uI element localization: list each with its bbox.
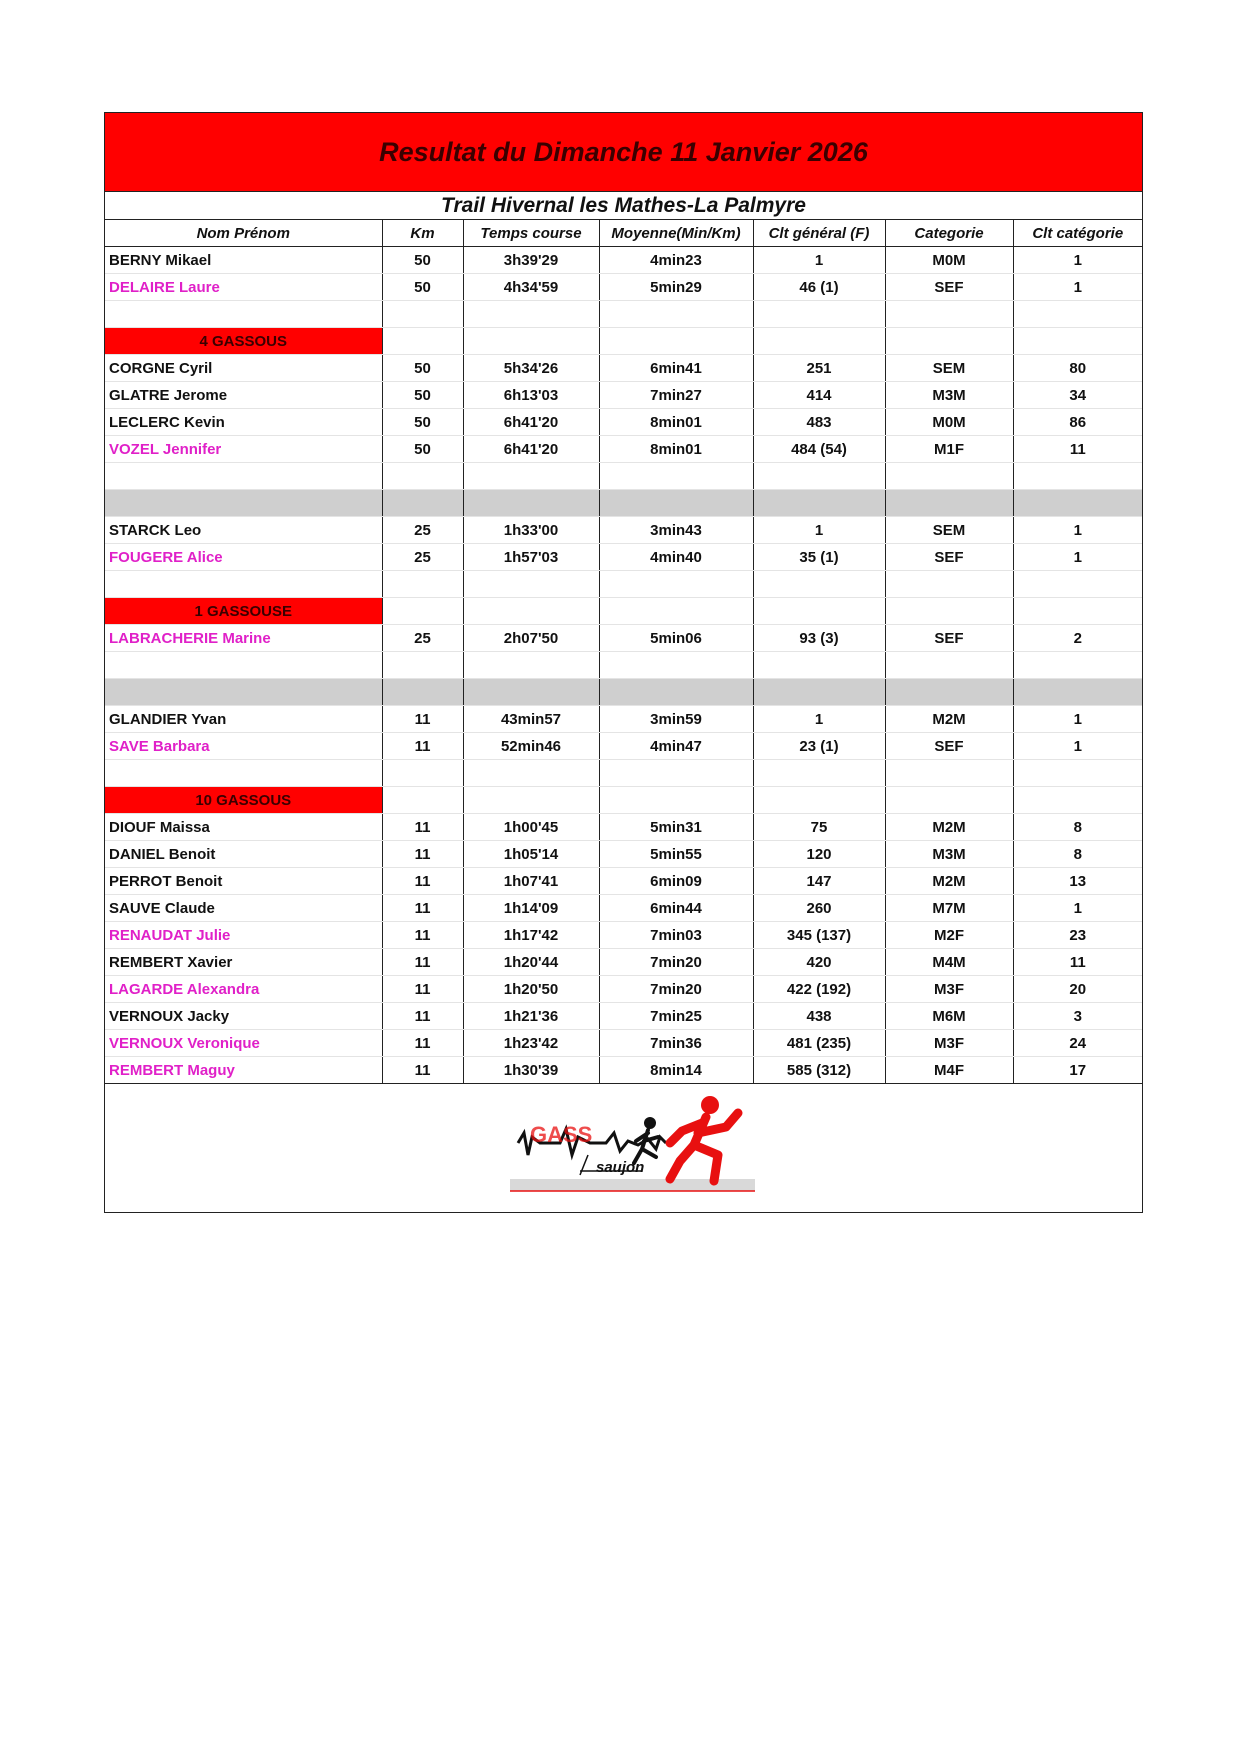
pace-cell: 6min09: [599, 868, 753, 895]
table-row: [105, 949, 1142, 976]
empty-cell: [599, 679, 753, 706]
empty-cell: [382, 679, 463, 706]
race-time-cell: 1h20'50: [463, 976, 599, 1003]
empty-cell: [382, 652, 463, 679]
km-cell: 50: [382, 409, 463, 436]
empty-cell: [1013, 463, 1142, 490]
race-time-cell: 1h05'14: [463, 841, 599, 868]
group-label: 10 GASSOUS: [105, 787, 382, 814]
runner-name-cell: REMBERT Maguy: [105, 1057, 382, 1084]
header-time: Temps course: [463, 220, 599, 247]
empty-cell: [382, 490, 463, 517]
results-body: [105, 247, 1142, 1084]
empty-cell: [382, 301, 463, 328]
pace-cell: 4min40: [599, 544, 753, 571]
empty-cell: [463, 490, 599, 517]
km-cell: 11: [382, 814, 463, 841]
results-sheet: [104, 112, 1143, 1213]
empty-cell: [463, 463, 599, 490]
empty-cell: [463, 328, 599, 355]
km-cell: 11: [382, 841, 463, 868]
empty-cell: [1013, 301, 1142, 328]
empty-cell: [885, 787, 1013, 814]
empty-cell: [599, 652, 753, 679]
group-header-row: [105, 328, 1142, 355]
overall-rank-cell: 260: [753, 895, 885, 922]
empty-cell: [463, 301, 599, 328]
empty-cell: [885, 598, 1013, 625]
empty-cell: [599, 571, 753, 598]
race-time-cell: 1h07'41: [463, 868, 599, 895]
category-rank-cell: 34: [1013, 382, 1142, 409]
empty-cell: [105, 652, 382, 679]
runner-name-cell: BERNY Mikael: [105, 247, 382, 274]
category-cell: M7M: [885, 895, 1013, 922]
table-row: [105, 355, 1142, 382]
empty-cell: [599, 760, 753, 787]
empty-cell: [1013, 787, 1142, 814]
empty-cell: [753, 490, 885, 517]
table-row: [105, 436, 1142, 463]
results-table: [105, 220, 1142, 1084]
race-time-cell: 1h14'09: [463, 895, 599, 922]
runner-name-cell: VERNOUX Jacky: [105, 1003, 382, 1030]
empty-cell: [885, 463, 1013, 490]
category-cell: M1F: [885, 436, 1013, 463]
pace-cell: 5min55: [599, 841, 753, 868]
header-row: [105, 220, 1142, 247]
header-category-rank: Clt catégorie: [1013, 220, 1142, 247]
empty-cell: [382, 598, 463, 625]
empty-cell: [1013, 679, 1142, 706]
empty-cell: [1013, 328, 1142, 355]
empty-cell: [382, 571, 463, 598]
category-cell: SEF: [885, 625, 1013, 652]
category-rank-cell: 1: [1013, 733, 1142, 760]
runner-name-cell: CORGNE Cyril: [105, 355, 382, 382]
pace-cell: 7min03: [599, 922, 753, 949]
table-row: [105, 274, 1142, 301]
overall-rank-cell: 1: [753, 517, 885, 544]
category-cell: M3M: [885, 841, 1013, 868]
empty-cell: [753, 760, 885, 787]
category-cell: M2F: [885, 922, 1013, 949]
empty-cell: [753, 787, 885, 814]
overall-rank-cell: 120: [753, 841, 885, 868]
overall-rank-cell: 481 (235): [753, 1030, 885, 1057]
blank-row: [105, 301, 1142, 328]
category-rank-cell: 80: [1013, 355, 1142, 382]
category-rank-cell: 11: [1013, 949, 1142, 976]
empty-cell: [1013, 571, 1142, 598]
empty-cell: [885, 652, 1013, 679]
category-cell: M0M: [885, 247, 1013, 274]
race-time-cell: 6h41'20: [463, 409, 599, 436]
category-rank-cell: 1: [1013, 517, 1142, 544]
category-cell: M0M: [885, 409, 1013, 436]
pace-cell: 4min23: [599, 247, 753, 274]
overall-rank-cell: 147: [753, 868, 885, 895]
race-time-cell: 1h57'03: [463, 544, 599, 571]
category-cell: M6M: [885, 1003, 1013, 1030]
table-row: [105, 706, 1142, 733]
overall-rank-cell: 35 (1): [753, 544, 885, 571]
category-rank-cell: 1: [1013, 706, 1142, 733]
empty-cell: [753, 652, 885, 679]
table-row: [105, 868, 1142, 895]
category-cell: M2M: [885, 814, 1013, 841]
runner-name-cell: FOUGERE Alice: [105, 544, 382, 571]
empty-cell: [382, 463, 463, 490]
overall-rank-cell: 483: [753, 409, 885, 436]
empty-cell: [105, 760, 382, 787]
header-category: Categorie: [885, 220, 1013, 247]
empty-cell: [885, 490, 1013, 517]
group-header-row: [105, 598, 1142, 625]
runner-name-cell: REMBERT Xavier: [105, 949, 382, 976]
table-row: [105, 1003, 1142, 1030]
category-rank-cell: 86: [1013, 409, 1142, 436]
race-time-cell: 1h30'39: [463, 1057, 599, 1084]
km-cell: 25: [382, 544, 463, 571]
overall-rank-cell: 438: [753, 1003, 885, 1030]
pace-cell: 6min44: [599, 895, 753, 922]
category-rank-cell: 1: [1013, 544, 1142, 571]
category-cell: SEM: [885, 517, 1013, 544]
table-row: [105, 922, 1142, 949]
category-rank-cell: 8: [1013, 841, 1142, 868]
km-cell: 11: [382, 1003, 463, 1030]
table-row: [105, 625, 1142, 652]
empty-cell: [105, 463, 382, 490]
overall-rank-cell: 422 (192): [753, 976, 885, 1003]
pace-cell: 5min06: [599, 625, 753, 652]
runner-name-cell: LECLERC Kevin: [105, 409, 382, 436]
pace-cell: 4min47: [599, 733, 753, 760]
blank-row: [105, 760, 1142, 787]
race-subtitle: Trail Hivernal les Mathes-La Palmyre: [441, 193, 806, 217]
category-rank-cell: 13: [1013, 868, 1142, 895]
blank-row: [105, 652, 1142, 679]
km-cell: 50: [382, 355, 463, 382]
group-header-row: [105, 787, 1142, 814]
pace-cell: 7min20: [599, 949, 753, 976]
km-cell: 50: [382, 382, 463, 409]
race-time-cell: 3h39'29: [463, 247, 599, 274]
table-row: [105, 382, 1142, 409]
empty-cell: [599, 598, 753, 625]
race-time-cell: 1h00'45: [463, 814, 599, 841]
race-time-cell: 1h20'44: [463, 949, 599, 976]
km-cell: 11: [382, 706, 463, 733]
pace-cell: 7min27: [599, 382, 753, 409]
empty-cell: [1013, 598, 1142, 625]
runner-name-cell: LAGARDE Alexandra: [105, 976, 382, 1003]
table-row: [105, 1057, 1142, 1084]
category-cell: SEF: [885, 733, 1013, 760]
pace-cell: 6min41: [599, 355, 753, 382]
separator-row: [105, 679, 1142, 706]
km-cell: 11: [382, 949, 463, 976]
category-cell: SEF: [885, 544, 1013, 571]
km-cell: 11: [382, 976, 463, 1003]
category-rank-cell: 24: [1013, 1030, 1142, 1057]
runner-name-cell: SAVE Barbara: [105, 733, 382, 760]
category-rank-cell: 23: [1013, 922, 1142, 949]
category-rank-cell: 20: [1013, 976, 1142, 1003]
table-row: [105, 733, 1142, 760]
blank-row: [105, 463, 1142, 490]
table-row: [105, 544, 1142, 571]
empty-cell: [599, 463, 753, 490]
km-cell: 11: [382, 1057, 463, 1084]
pace-cell: 5min31: [599, 814, 753, 841]
overall-rank-cell: 414: [753, 382, 885, 409]
category-rank-cell: 1: [1013, 895, 1142, 922]
header-pace: Moyenne(Min/Km): [599, 220, 753, 247]
empty-cell: [105, 679, 382, 706]
empty-cell: [105, 490, 382, 517]
category-cell: M4F: [885, 1057, 1013, 1084]
overall-rank-cell: 484 (54): [753, 436, 885, 463]
empty-cell: [463, 787, 599, 814]
overall-rank-cell: 93 (3): [753, 625, 885, 652]
empty-cell: [463, 571, 599, 598]
empty-cell: [463, 760, 599, 787]
empty-cell: [599, 787, 753, 814]
race-time-cell: 1h21'36: [463, 1003, 599, 1030]
empty-cell: [599, 328, 753, 355]
group-label: 1 GASSOUSE: [105, 598, 382, 625]
empty-cell: [753, 679, 885, 706]
empty-cell: [753, 301, 885, 328]
runner-name-cell: STARCK Leo: [105, 517, 382, 544]
separator-row: [105, 490, 1142, 517]
header-overall-rank: Clt général (F): [753, 220, 885, 247]
table-row: [105, 247, 1142, 274]
runner-name-cell: PERROT Benoit: [105, 868, 382, 895]
category-cell: M3M: [885, 382, 1013, 409]
race-time-cell: 4h34'59: [463, 274, 599, 301]
table-row: [105, 517, 1142, 544]
category-cell: M2M: [885, 706, 1013, 733]
category-cell: M4M: [885, 949, 1013, 976]
runner-name-cell: SAUVE Claude: [105, 895, 382, 922]
km-cell: 50: [382, 274, 463, 301]
category-cell: M3F: [885, 1030, 1013, 1057]
km-cell: 11: [382, 922, 463, 949]
runner-name-cell: DANIEL Benoit: [105, 841, 382, 868]
empty-cell: [105, 571, 382, 598]
km-cell: 11: [382, 895, 463, 922]
category-rank-cell: 11: [1013, 436, 1142, 463]
empty-cell: [1013, 760, 1142, 787]
category-rank-cell: 17: [1013, 1057, 1142, 1084]
pace-cell: 7min36: [599, 1030, 753, 1057]
overall-rank-cell: 46 (1): [753, 274, 885, 301]
category-cell: SEF: [885, 274, 1013, 301]
table-row: [105, 895, 1142, 922]
overall-rank-cell: 75: [753, 814, 885, 841]
empty-cell: [1013, 652, 1142, 679]
gass-saujon-runner-logo-icon: [510, 1093, 770, 1203]
svg-text:saujon: saujon: [596, 1159, 645, 1176]
empty-cell: [885, 679, 1013, 706]
empty-cell: [382, 787, 463, 814]
category-rank-cell: 8: [1013, 814, 1142, 841]
empty-cell: [463, 652, 599, 679]
empty-cell: [382, 328, 463, 355]
overall-rank-cell: 420: [753, 949, 885, 976]
header-name: Nom Prénom: [105, 220, 382, 247]
race-time-cell: 6h41'20: [463, 436, 599, 463]
race-subtitle-bar: [105, 192, 1142, 220]
page-title: Resultat du Dimanche 11 Janvier 2026: [379, 136, 868, 167]
pace-cell: 3min43: [599, 517, 753, 544]
header-km: Km: [382, 220, 463, 247]
table-row: [105, 976, 1142, 1003]
race-time-cell: 52min46: [463, 733, 599, 760]
table-row: [105, 841, 1142, 868]
category-rank-cell: 3: [1013, 1003, 1142, 1030]
pace-cell: 8min01: [599, 409, 753, 436]
runner-name-cell: VERNOUX Veronique: [105, 1030, 382, 1057]
race-time-cell: 1h23'42: [463, 1030, 599, 1057]
table-row: [105, 814, 1142, 841]
pace-cell: 5min29: [599, 274, 753, 301]
pace-cell: 8min01: [599, 436, 753, 463]
svg-text:GASS: GASS: [530, 1122, 593, 1147]
empty-cell: [753, 571, 885, 598]
race-time-cell: 2h07'50: [463, 625, 599, 652]
race-time-cell: 6h13'03: [463, 382, 599, 409]
empty-cell: [753, 463, 885, 490]
blank-row: [105, 571, 1142, 598]
category-rank-cell: 1: [1013, 247, 1142, 274]
empty-cell: [885, 328, 1013, 355]
title-banner: [105, 113, 1142, 192]
runner-name-cell: GLANDIER Yvan: [105, 706, 382, 733]
km-cell: 11: [382, 1030, 463, 1057]
category-cell: M2M: [885, 868, 1013, 895]
empty-cell: [885, 760, 1013, 787]
race-time-cell: 43min57: [463, 706, 599, 733]
pace-cell: 3min59: [599, 706, 753, 733]
km-cell: 25: [382, 625, 463, 652]
km-cell: 25: [382, 517, 463, 544]
empty-cell: [885, 301, 1013, 328]
pace-cell: 7min25: [599, 1003, 753, 1030]
overall-rank-cell: 345 (137): [753, 922, 885, 949]
km-cell: 11: [382, 868, 463, 895]
empty-cell: [753, 598, 885, 625]
overall-rank-cell: 23 (1): [753, 733, 885, 760]
race-time-cell: 1h33'00: [463, 517, 599, 544]
table-row: [105, 1030, 1142, 1057]
pace-cell: 7min20: [599, 976, 753, 1003]
runner-name-cell: GLATRE Jerome: [105, 382, 382, 409]
pace-cell: 8min14: [599, 1057, 753, 1084]
empty-cell: [1013, 490, 1142, 517]
overall-rank-cell: 251: [753, 355, 885, 382]
empty-cell: [463, 598, 599, 625]
overall-rank-cell: 1: [753, 706, 885, 733]
race-time-cell: 1h17'42: [463, 922, 599, 949]
overall-rank-cell: 585 (312): [753, 1057, 885, 1084]
group-label: 4 GASSOUS: [105, 328, 382, 355]
runner-name-cell: DELAIRE Laure: [105, 274, 382, 301]
race-time-cell: 5h34'26: [463, 355, 599, 382]
empty-cell: [105, 301, 382, 328]
category-cell: M3F: [885, 976, 1013, 1003]
category-cell: SEM: [885, 355, 1013, 382]
runner-name-cell: LABRACHERIE Marine: [105, 625, 382, 652]
empty-cell: [382, 760, 463, 787]
empty-cell: [885, 571, 1013, 598]
runner-name-cell: DIOUF Maissa: [105, 814, 382, 841]
empty-cell: [463, 679, 599, 706]
category-rank-cell: 1: [1013, 274, 1142, 301]
empty-cell: [753, 328, 885, 355]
table-row: [105, 409, 1142, 436]
km-cell: 50: [382, 436, 463, 463]
empty-cell: [599, 301, 753, 328]
runner-name-cell: VOZEL Jennifer: [105, 436, 382, 463]
overall-rank-cell: 1: [753, 247, 885, 274]
category-rank-cell: 2: [1013, 625, 1142, 652]
km-cell: 50: [382, 247, 463, 274]
empty-cell: [599, 490, 753, 517]
km-cell: 11: [382, 733, 463, 760]
runner-name-cell: RENAUDAT Julie: [105, 922, 382, 949]
